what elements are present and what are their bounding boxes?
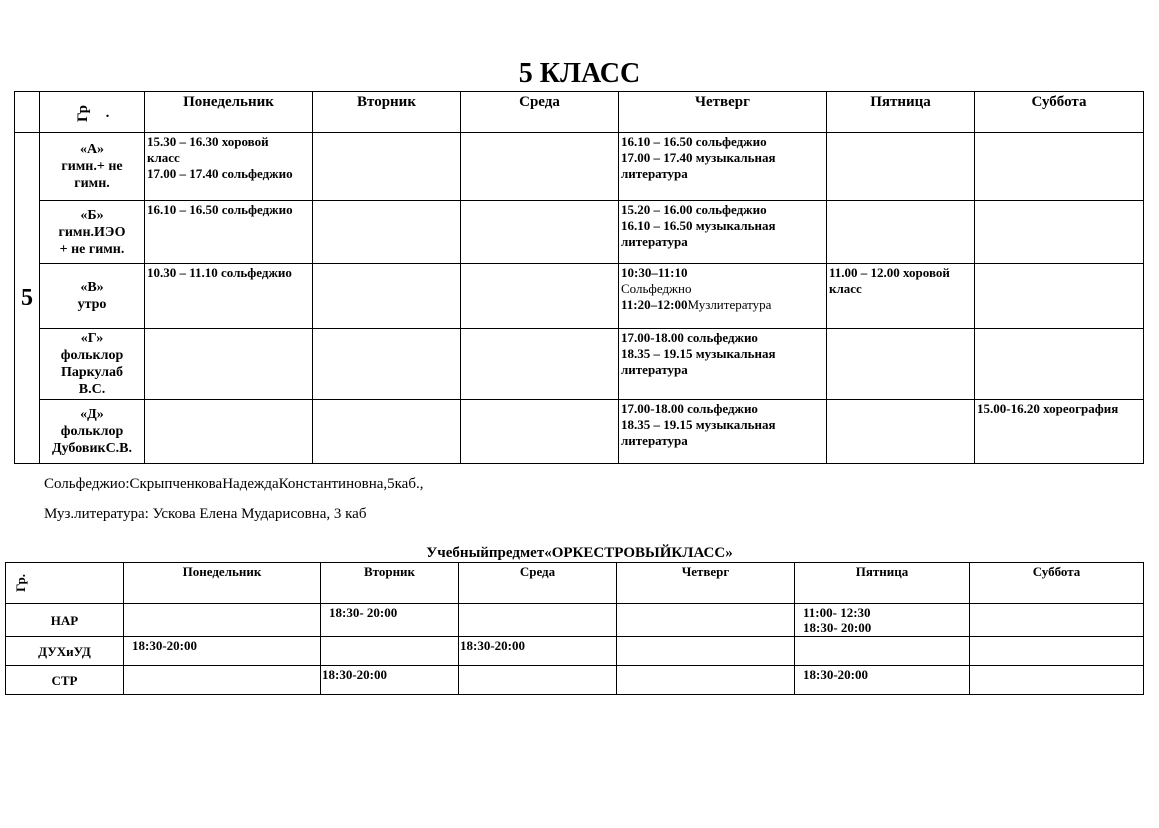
lesson-line: литература xyxy=(621,234,688,249)
muzlit-teacher-note: Муз.литература: Ускова Елена Мударисовна, 3 каб xyxy=(44,506,367,522)
group-line: гимн. xyxy=(74,176,110,191)
grade5-schedule-table xyxy=(14,91,1144,464)
day-header-tuesday: Вторник xyxy=(313,92,461,133)
group-header-cell xyxy=(6,563,124,604)
lesson-line: 18.35 – 19.15 музыкальная xyxy=(621,417,776,432)
empty-cell xyxy=(459,666,617,695)
orchestra-schedule-table xyxy=(5,562,1144,695)
header-row xyxy=(6,563,1144,604)
lesson-cell: 18:30-20:00 xyxy=(795,666,970,695)
day-header-saturday: Суббота xyxy=(970,563,1144,604)
group-cell xyxy=(40,329,145,400)
lesson-line: литература xyxy=(621,362,688,377)
group-line: «А» xyxy=(79,142,105,157)
lesson-cell xyxy=(975,400,1144,464)
group-cell xyxy=(40,133,145,201)
empty-cell xyxy=(145,400,313,464)
lesson-line: 15.20 – 16.00 сольфеджио xyxy=(621,202,767,217)
empty-cell xyxy=(827,201,975,264)
group-line: «Б» xyxy=(80,207,104,223)
group-line: «Г» xyxy=(80,331,104,346)
group-line: фольклор xyxy=(60,424,124,439)
group-line: «В» xyxy=(80,280,104,295)
lesson-cell: 18:30- 20:00 xyxy=(321,604,459,637)
empty-cell xyxy=(970,666,1144,695)
empty-cell xyxy=(795,637,970,666)
table-row xyxy=(15,329,1144,400)
grade-header-cell xyxy=(15,92,40,133)
group-header-label: Гр xyxy=(74,104,91,122)
group-line: + не гимн. xyxy=(59,241,125,257)
empty-cell xyxy=(975,133,1144,201)
solfeggio-teacher-note: Сольфеджио:СкрыпченковаНадеждаКонстантиновна,5каб., xyxy=(44,476,424,492)
empty-cell xyxy=(827,329,975,400)
group-header-cell xyxy=(40,92,145,133)
group-line: ДубовикС.В. xyxy=(51,441,133,456)
lesson-cell xyxy=(619,201,827,264)
group-cell: ДУХиУД xyxy=(6,637,124,666)
empty-cell xyxy=(617,666,795,695)
day-header-saturday: Суббота xyxy=(975,92,1144,133)
group-line: гимн.ИЭО xyxy=(58,224,126,240)
empty-cell xyxy=(313,133,461,201)
lesson-cell xyxy=(827,264,975,329)
lesson-cell xyxy=(795,604,970,637)
lesson-cell xyxy=(619,400,827,464)
empty-cell xyxy=(970,637,1144,666)
lesson-line: класс xyxy=(829,281,862,296)
empty-cell xyxy=(313,400,461,464)
lesson-line: 18:30- 20:00 xyxy=(803,620,872,635)
empty-cell xyxy=(617,637,795,666)
empty-cell xyxy=(827,400,975,464)
day-header-monday: Понедельник xyxy=(124,563,321,604)
group-cell: СТР xyxy=(6,666,124,695)
group-line: «Д» xyxy=(80,407,104,422)
lesson-cell xyxy=(145,133,313,201)
empty-cell xyxy=(124,666,321,695)
orchestra-title: Учебныйпредмет«ОРКЕСТРОВЫЙКЛАСС» xyxy=(426,545,733,561)
empty-cell xyxy=(970,604,1144,637)
lesson-line: Сольфеджно xyxy=(621,281,692,296)
lesson-cell: 18:30-20:00 xyxy=(124,637,321,666)
empty-cell xyxy=(461,133,619,201)
lesson-line: 17.00 – 17.40 музыкальная xyxy=(621,150,776,165)
day-header-thursday: Четверг xyxy=(617,563,795,604)
lesson-line: 16.10 – 16.50 сольфеджио xyxy=(147,202,293,217)
table-row xyxy=(15,133,1144,201)
empty-cell xyxy=(461,400,619,464)
day-header-wednesday: Среда xyxy=(459,563,617,604)
table-row xyxy=(6,604,1144,637)
empty-cell xyxy=(313,264,461,329)
day-header-thursday: Четверг xyxy=(619,92,827,133)
table-row xyxy=(6,637,1144,666)
lesson-line: 17.00 – 17.40 сольфеджио xyxy=(147,166,293,181)
lesson-line: 10:30–11:10 xyxy=(621,265,688,280)
table-row xyxy=(6,666,1144,695)
empty-cell xyxy=(321,637,459,666)
day-header-wednesday: Среда xyxy=(461,92,619,133)
lesson-cell xyxy=(619,264,827,329)
day-header-monday: Понедельник xyxy=(145,92,313,133)
lesson-subject: Музлитература xyxy=(687,297,772,312)
lesson-time: 11:20–12:00 xyxy=(621,297,688,312)
empty-cell xyxy=(975,264,1144,329)
empty-cell xyxy=(461,201,619,264)
group-cell xyxy=(40,400,145,464)
lesson-line: класс xyxy=(147,150,180,165)
group-line: гимн.+ не xyxy=(61,159,123,174)
grade-number: 5 xyxy=(15,133,40,464)
page-title: 5 КЛАСС xyxy=(518,58,641,89)
empty-cell xyxy=(975,329,1144,400)
lesson-line: литература xyxy=(621,433,688,448)
empty-cell xyxy=(313,201,461,264)
lesson-cell xyxy=(145,264,313,329)
group-line: фольклор xyxy=(60,348,124,363)
group-cell: НАР xyxy=(6,604,124,637)
header-row xyxy=(15,92,1144,133)
empty-cell xyxy=(461,329,619,400)
empty-cell xyxy=(975,201,1144,264)
group-header-mark: . xyxy=(105,104,110,121)
group-line: утро xyxy=(77,297,107,312)
day-header-friday: Пятница xyxy=(795,563,970,604)
lesson-line: 16.10 – 16.50 сольфеджио xyxy=(621,134,767,149)
lesson-line: 17.00-18.00 сольфеджио xyxy=(621,330,758,345)
group-header-label: Гр. xyxy=(12,574,28,592)
group-line: В.С. xyxy=(78,382,106,397)
empty-cell xyxy=(145,329,313,400)
table-row xyxy=(15,201,1144,264)
lesson-cell: 18:30-20:00 xyxy=(321,666,459,695)
lesson-cell: 18:30-20:00 xyxy=(459,637,617,666)
lesson-line: 10.30 – 11.10 сольфеджио xyxy=(147,265,292,280)
lesson-line: 16.10 – 16.50 музыкальная xyxy=(621,218,776,233)
table-row xyxy=(15,264,1144,329)
lesson-line: 18.35 – 19.15 музыкальная xyxy=(621,346,776,361)
day-header-friday: Пятница xyxy=(827,92,975,133)
group-cell xyxy=(40,201,145,264)
lesson-line: 15.30 – 16.30 хоровой xyxy=(147,134,269,149)
group-line: Паркулаб xyxy=(60,365,124,380)
empty-cell xyxy=(827,133,975,201)
lesson-line: 11.00 – 12.00 хоровой xyxy=(829,265,950,280)
table-row xyxy=(15,400,1144,464)
empty-cell xyxy=(459,604,617,637)
empty-cell xyxy=(124,604,321,637)
lesson-cell xyxy=(619,329,827,400)
lesson-line xyxy=(621,297,824,313)
lesson-line: 11:00- 12:30 xyxy=(803,605,871,620)
lesson-cell xyxy=(145,201,313,264)
lesson-line: 17.00-18.00 сольфеджио xyxy=(621,401,758,416)
lesson-line: 15.00-16.20 хореография xyxy=(977,401,1119,416)
day-header-tuesday: Вторник xyxy=(321,563,459,604)
empty-cell xyxy=(313,329,461,400)
lesson-cell xyxy=(619,133,827,201)
lesson-line: литература xyxy=(621,166,688,181)
empty-cell xyxy=(617,604,795,637)
group-cell xyxy=(40,264,145,329)
empty-cell xyxy=(461,264,619,329)
